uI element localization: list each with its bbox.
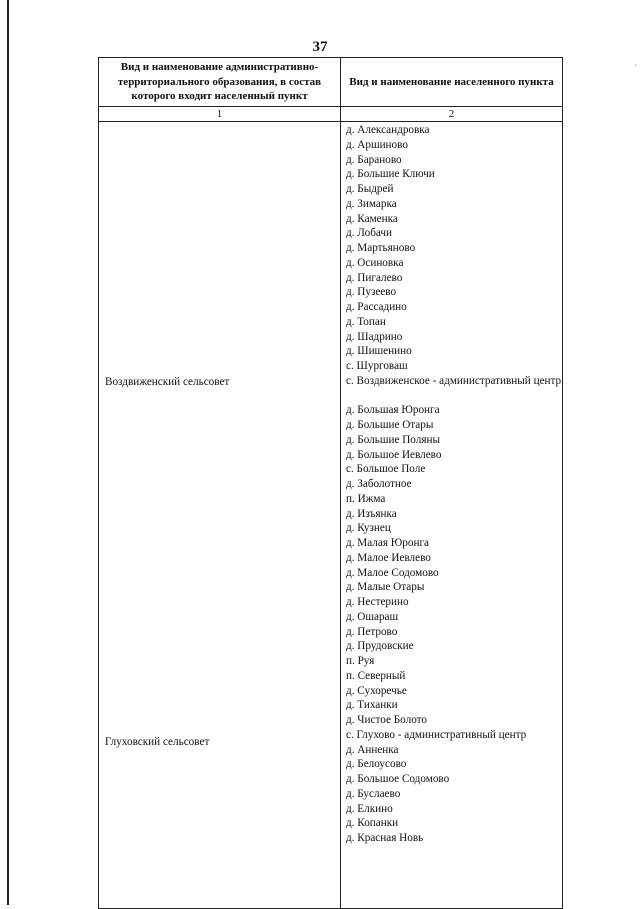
location-item: д. Большое Иевлево [346,448,442,461]
location-item: д. Прудовские [346,640,414,653]
location-item: с. Большое Поле [346,463,426,476]
location-item: с. Глухово - административный центр [346,728,527,741]
location-item: д. Копанки [346,817,399,830]
location-item: д. Сухоречье [346,684,407,697]
column-number-1: 1 [99,107,341,122]
location-item: д. Елкино [346,802,393,815]
location-item: д. Малое Содомово [346,566,439,579]
location-item: д. Анненка [346,743,399,756]
location-item: д. Буслаево [346,787,401,800]
location-item: д. Большое Содомово [346,773,450,785]
column-number-2: 2 [341,107,563,122]
location-item: д. Большие Ключи [346,168,435,181]
settlements-table [98,57,563,909]
header-col-2: Вид и наименование населенного пункта [341,58,563,107]
table-header-row [99,58,563,107]
location-item: п. Ижма [346,492,386,505]
location-item: д. Быдрей [346,183,394,195]
location-item: с. Воздвиженское - административный центр [346,374,562,387]
location-item: д. Шишенино [346,345,412,358]
location-item: д. Малое Иевлево [346,551,431,564]
location-item: д. Зимарка [346,197,397,210]
location-item: д. Бараново [346,153,402,166]
council-cell [99,122,341,909]
location-item: д. Рассадино [346,301,407,313]
location-item: д. Большая Юронга [346,404,440,417]
locations-list [341,122,562,846]
location-item: д. Каменка [346,212,398,225]
location-item: п. Северный [346,669,406,682]
column-number-row [99,107,563,122]
council-name: Воздвиженский сельсовет [105,376,230,388]
location-item: д. Нестерино [346,596,409,608]
location-item: д. Лобачи [346,227,393,240]
location-item: д. Пигалево [346,271,403,284]
scan-mark: ' [634,63,636,72]
location-item: д. Большие Поляны [346,433,440,446]
location-item: д. Малые Отары [346,581,425,594]
location-item: д. Изъянка [346,507,397,520]
location-item: д. Пузеево [346,286,397,299]
location-item: с. Шурговаш [346,360,408,372]
council-name: Глуховский сельсовет [105,736,210,748]
location-item: д. Белоусово [346,758,407,771]
location-item: д. Заболотное [346,478,412,490]
location-item: д. Малая Юронга [346,537,430,549]
location-item: д. Петрово [346,625,398,638]
location-item: п. Руя [346,655,375,667]
location-item: д. Кузнец [346,522,391,535]
locations-cell [341,122,563,909]
location-item: д. Красная Новь [346,832,424,844]
location-item: д. Топан [346,315,386,328]
location-item: д. Чистое Болото [346,714,427,726]
header-col-1: Вид и наименование административно-территориального образования, в состав которого входит населенный пункт [99,58,341,107]
location-item: д. Александровка [346,124,430,136]
left-margin-rule [7,0,9,905]
location-item: д. Осиновка [346,256,404,269]
location-item: д. Большие Отары [346,419,434,431]
location-item: д. Шадрино [346,330,403,343]
location-item: д. Мартьяново [346,242,416,254]
location-item: д. Тиханки [346,699,398,712]
page-number: 37 [312,39,328,55]
location-item: д. Ошараш [346,610,399,623]
location-item: д. Аршиново [346,138,408,151]
table-body-row [99,122,563,909]
